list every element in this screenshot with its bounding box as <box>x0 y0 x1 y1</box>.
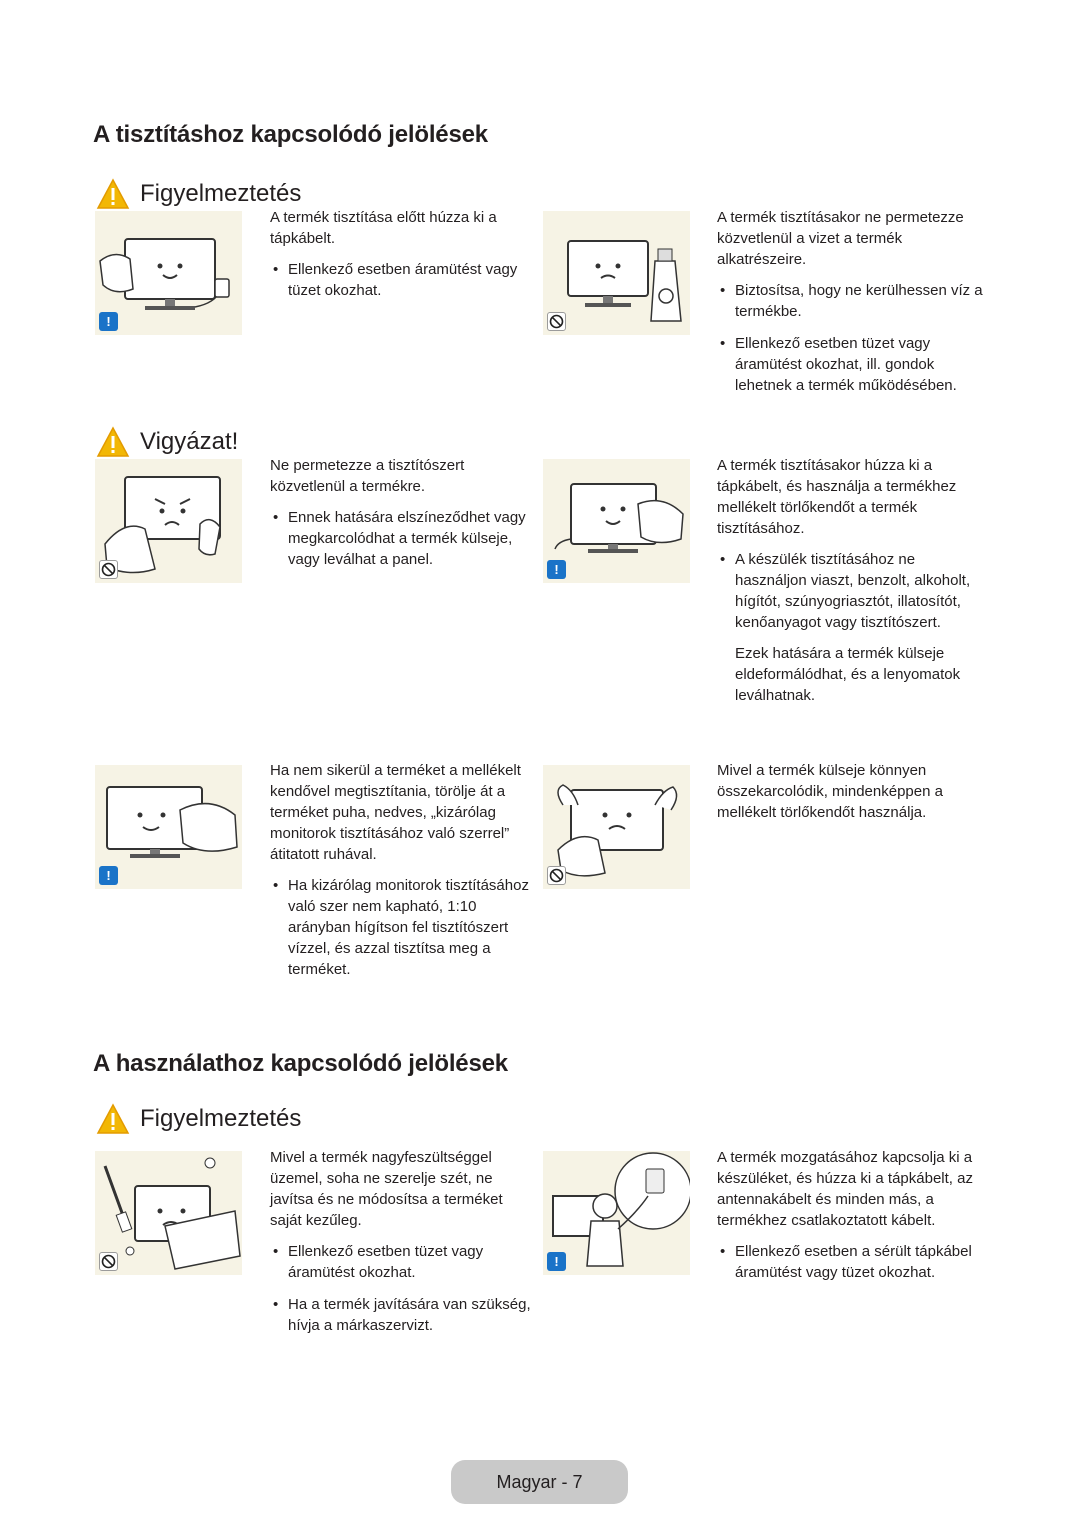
item-2-bullet-0: • Ennek hatására elszíneződhet vagy megkarcolódhat a termék külseje, vagy leválhat a panel. <box>270 507 535 570</box>
info-icon: ! <box>547 1252 566 1271</box>
item-6-description: Mivel a termék nagyfeszültséggel üzemel, soha ne szerelje szét, ne javítsa és ne módosítsa a terméket saját kezűleg. <box>270 1149 503 1229</box>
item-7-bullet-0: • Ellenkező esetben a sérült tápkábel áramütést vagy tüzet okozhat. <box>717 1241 989 1283</box>
warning-triangle-icon <box>96 178 130 210</box>
page-number-badge: Magyar - 7 <box>451 1460 628 1504</box>
illustration-unplug-before-cleaning <box>95 211 242 335</box>
item-7-text <box>717 1147 989 1294</box>
illustration-unplug-before-moving <box>543 1151 690 1275</box>
prohibited-icon <box>99 560 118 579</box>
item-1-bullet-0: • Biztosítsa, hogy ne kerülhessen víz a termékbe. <box>717 280 987 322</box>
item-4-text <box>270 760 535 991</box>
item-5-description: Mivel a termék külseje könnyen összekarcolódik, mindenképpen a mellékelt törlőkendőt használja. <box>717 762 943 821</box>
item-6-text <box>270 1147 535 1347</box>
illustration-wipe-with-cloth <box>543 459 690 583</box>
item-3-bullet-continuation: Ezek hatására a termék külseje eldeformálódhat, és a lenyomatok leválhatnak. <box>735 645 961 704</box>
warning-triangle-icon <box>96 1103 130 1135</box>
illustration-damp-cloth <box>95 765 242 889</box>
item-1-text <box>717 207 987 407</box>
item-3-description: A termék tisztításakor húzza ki a tápkábelt, és használja a termékhez mellékelt törlőkendőt a termék tisztításához. <box>717 457 957 537</box>
info-icon: ! <box>99 312 118 331</box>
item-2-text <box>270 455 535 581</box>
item-3-bullet-0: • A készülék tisztításához ne használjon viaszt, benzolt, alkoholt, hígítót, szúnyogriasztót, illatosítót, kenőanyagot vagy tisztítószert. <box>717 549 989 633</box>
item-2-description: Ne permetezze a tisztítószert közvetlenül a termékre. <box>270 457 465 495</box>
item-7-description: A termék mozgatásához kapcsolja ki a készüléket, és húzza ki a tápkábelt, az antennakábelt és minden más, a termékhez csatlakoztatott kábelt. <box>717 1149 973 1229</box>
section-title-cleaning: A tisztításhoz kapcsolódó jelölések <box>93 121 488 148</box>
item-4-description: Ha nem sikerül a terméket a mellékelt kendővel megtisztítania, törölje át a terméket puha, nedves, „kizárólag monitorok tisztításához való szerrel” átitatott ruhával. <box>270 762 521 863</box>
warning-heading-1 <box>96 178 301 210</box>
illustration-no-spray-water <box>543 211 690 335</box>
item-0-text <box>270 207 532 312</box>
illustration-scratch-warning <box>543 765 690 889</box>
caution-triangle-icon <box>96 426 130 458</box>
item-0-bullet-0: • Ellenkező esetben áramütést vagy tüzet okozhat. <box>270 259 532 301</box>
prohibited-icon <box>547 866 566 885</box>
illustration-no-spray-cleaner <box>95 459 242 583</box>
item-5-text <box>717 760 989 823</box>
item-1-bullet-1: • Ellenkező esetben tüzet vagy áramütést okozhat, ill. gondok lehetnek a termék működésében. <box>717 333 987 396</box>
info-icon: ! <box>99 866 118 885</box>
caution-label: Vigyázat! <box>140 428 239 455</box>
item-0-description: A termék tisztítása előtt húzza ki a tápkábelt. <box>270 209 497 247</box>
item-3-text <box>717 455 989 717</box>
illustration-no-disassembly <box>95 1151 242 1275</box>
section-title-usage: A használathoz kapcsolódó jelölések <box>93 1050 508 1077</box>
warning-label: Figyelmeztetés <box>140 1105 302 1132</box>
item-1-description: A termék tisztításakor ne permetezze közvetlenül a vizet a termék alkatrészeire. <box>717 209 964 268</box>
warning-heading-2 <box>96 1103 301 1135</box>
caution-heading <box>96 426 238 458</box>
item-6-bullet-1: • Ha a termék javítására van szükség, hívja a márkaszervizt. <box>270 1294 535 1336</box>
warning-label: Figyelmeztetés <box>140 180 302 207</box>
info-icon: ! <box>547 560 566 579</box>
prohibited-icon <box>547 312 566 331</box>
item-6-bullet-0: • Ellenkező esetben tüzet vagy áramütést okozhat. <box>270 1241 535 1283</box>
item-4-bullet-0: • Ha kizárólag monitorok tisztításához való szer nem kapható, 1:10 arányban hígítson fel tisztítószert vízzel, és azzal tisztítsa meg a terméket. <box>270 875 535 980</box>
prohibited-icon <box>99 1252 118 1271</box>
